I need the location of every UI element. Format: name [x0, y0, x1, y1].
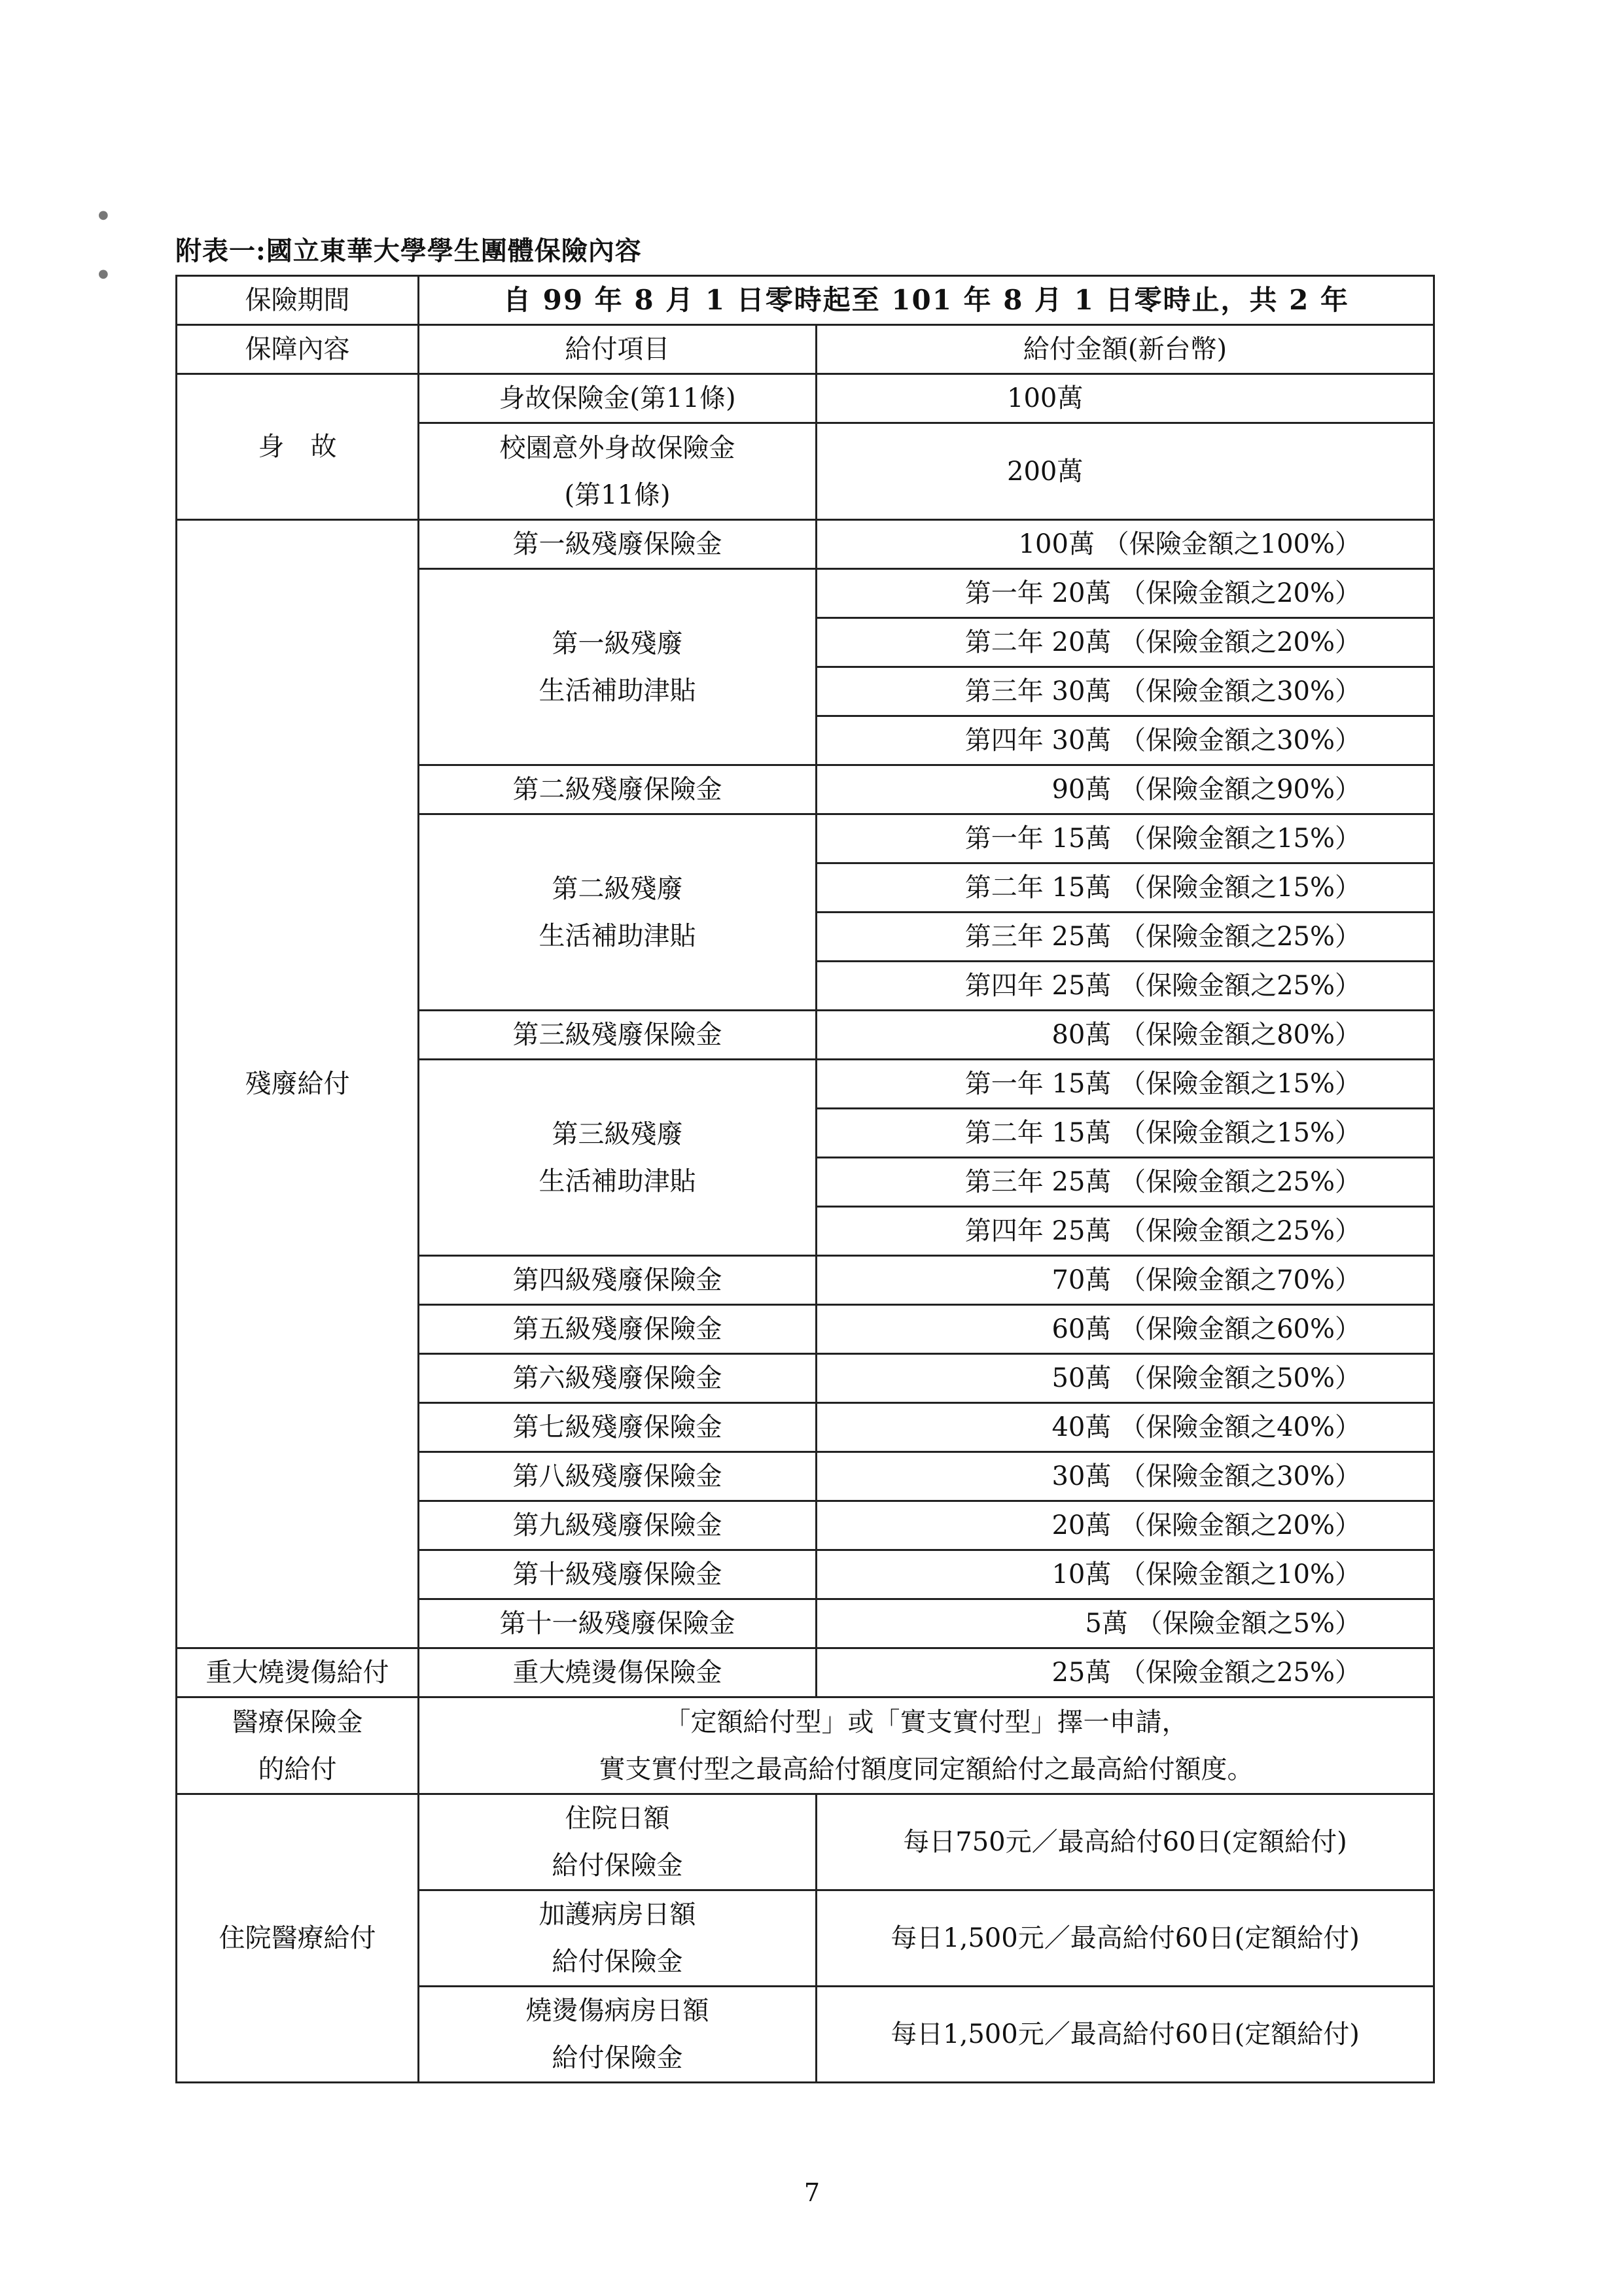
amount-cell: 20萬 （保險金額之20%） — [817, 1501, 1434, 1550]
amount-cell: 30萬 （保險金額之30%） — [817, 1452, 1434, 1501]
amount-cell: 每日1,500元／最高給付60日(定額給付) — [817, 1890, 1434, 1987]
amount-cell: 第一年 20萬 （保險金額之20%） — [817, 569, 1434, 618]
table-row — [177, 1697, 1434, 1794]
amount-cell: 40萬 （保險金額之40%） — [817, 1403, 1434, 1452]
item-cell: 第八級殘廢保險金 — [419, 1452, 817, 1501]
amount-cell: 每日1,500元／最高給付60日(定額給付) — [817, 1987, 1434, 2083]
amount-cell: 200萬 — [817, 423, 1434, 520]
amount-cell: 第一年 15萬 （保險金額之15%） — [817, 1060, 1434, 1109]
allowance-line: 第一級殘廢 — [552, 628, 683, 659]
header-item: 給付項目 — [419, 325, 817, 374]
death-label: 身 故 — [177, 374, 419, 520]
allowance-cell — [419, 814, 817, 1011]
item-line: 校園意外身故保險金 — [499, 432, 735, 463]
item-cell: 第九級殘廢保險金 — [419, 1501, 817, 1550]
period-row — [177, 276, 1434, 325]
disability-label: 殘廢給付 — [177, 520, 419, 1648]
table-row — [177, 1648, 1434, 1697]
item-cell: 重大燒燙傷保險金 — [419, 1648, 817, 1697]
item-line: 加護病房日額 — [538, 1900, 696, 1930]
item-line: 住院日額 — [565, 1803, 670, 1834]
table-row — [177, 520, 1434, 569]
page-number: 7 — [803, 2178, 821, 2207]
medical-note — [419, 1697, 1434, 1794]
allowance-line: 第二級殘廢 — [552, 873, 683, 904]
allowance-line: 第三級殘廢 — [552, 1119, 683, 1149]
amount-cell: 第四年 25萬 （保險金額之25%） — [817, 962, 1434, 1011]
item-cell: 第四級殘廢保險金 — [419, 1256, 817, 1305]
item-cell: 第五級殘廢保險金 — [419, 1305, 817, 1354]
amount-cell: 90萬 （保險金額之90%） — [817, 765, 1434, 814]
item-line: 燒燙傷病房日額 — [525, 1996, 709, 2026]
amount-cell: 100萬 — [817, 374, 1434, 423]
item-line: 給付保險金 — [552, 1851, 683, 1881]
allowance-line: 生活補助津貼 — [538, 675, 696, 706]
item-line: (第11條) — [564, 479, 671, 510]
medical-label-line: 醫療保險金 — [232, 1707, 363, 1737]
amount-cell: 第二年 15萬 （保險金額之15%） — [817, 1109, 1434, 1158]
item-cell: 第十一級殘廢保險金 — [419, 1599, 817, 1648]
item-line: 給付保險金 — [552, 2043, 683, 2073]
amount-cell: 60萬 （保險金額之60%） — [817, 1305, 1434, 1354]
item-cell: 第三級殘廢保險金 — [419, 1011, 817, 1060]
item-cell — [419, 1890, 817, 1987]
amount-cell: 70萬 （保險金額之70%） — [817, 1256, 1434, 1305]
item-cell: 第六級殘廢保險金 — [419, 1354, 817, 1403]
item-cell: 第二級殘廢保險金 — [419, 765, 817, 814]
item-cell — [419, 423, 817, 520]
period-label: 保險期間 — [177, 276, 419, 325]
allowance-cell — [419, 1060, 817, 1256]
amount-cell: 第三年 25萬 （保險金額之25%） — [817, 1158, 1434, 1207]
amount-cell: 50萬 （保險金額之50%） — [817, 1354, 1434, 1403]
table-row — [177, 374, 1434, 423]
table-caption: 附表一:國立東華大學學生團體保險內容 — [175, 235, 642, 266]
item-cell — [419, 1987, 817, 2083]
period-value: 自 99 年 8 月 1 日零時起至 101 年 8 月 1 日零時止，共 2 年 — [419, 276, 1434, 325]
allowance-line: 生活補助津貼 — [538, 920, 696, 951]
amount-cell: 第四年 30萬 （保險金額之30%） — [817, 716, 1434, 765]
amount-cell: 第三年 30萬 （保險金額之30%） — [817, 667, 1434, 716]
medical-label-line: 的給付 — [258, 1754, 337, 1784]
item-cell — [419, 1794, 817, 1890]
hospital-label: 住院醫療給付 — [177, 1794, 419, 2083]
scan-mark: ● — [98, 267, 109, 281]
amount-cell: 100萬 （保險金額之100%） — [817, 520, 1434, 569]
amount-cell: 5萬 （保險金額之5%） — [817, 1599, 1434, 1648]
scan-mark: ● — [98, 208, 109, 222]
item-cell: 第十級殘廢保險金 — [419, 1550, 817, 1599]
amount-cell: 第一年 15萬 （保險金額之15%） — [817, 814, 1434, 863]
amount-cell: 每日750元／最高給付60日(定額給付) — [817, 1794, 1434, 1890]
amount-cell: 10萬 （保險金額之10%） — [817, 1550, 1434, 1599]
amount-cell: 第二年 20萬 （保險金額之20%） — [817, 618, 1434, 667]
header-amount: 給付金額(新台幣) — [817, 325, 1434, 374]
allowance-line: 生活補助津貼 — [538, 1166, 696, 1196]
amount-cell: 第三年 25萬 （保險金額之25%） — [817, 913, 1434, 962]
allowance-cell — [419, 569, 817, 765]
amount-cell: 第四年 25萬 （保險金額之25%） — [817, 1207, 1434, 1256]
amount-cell: 第二年 15萬 （保險金額之15%） — [817, 863, 1434, 913]
table-row — [177, 1794, 1434, 1890]
header-row — [177, 325, 1434, 374]
item-line: 給付保險金 — [552, 1947, 683, 1977]
medical-note-line: 「定額給付型」或「實支實付型」擇一申請， — [664, 1707, 1188, 1737]
medical-label — [177, 1697, 419, 1794]
item-cell: 第一級殘廢保險金 — [419, 520, 817, 569]
amount-cell: 25萬 （保險金額之25%） — [817, 1648, 1434, 1697]
insurance-table — [175, 275, 1435, 2083]
item-cell: 第七級殘廢保險金 — [419, 1403, 817, 1452]
medical-note-line: 實支實付型之最高給付額度同定額給付之最高給付額度。 — [599, 1754, 1254, 1784]
amount-cell: 80萬 （保險金額之80%） — [817, 1011, 1434, 1060]
item-cell: 身故保險金(第11條) — [419, 374, 817, 423]
header-coverage: 保障內容 — [177, 325, 419, 374]
burn-label: 重大燒燙傷給付 — [177, 1648, 419, 1697]
